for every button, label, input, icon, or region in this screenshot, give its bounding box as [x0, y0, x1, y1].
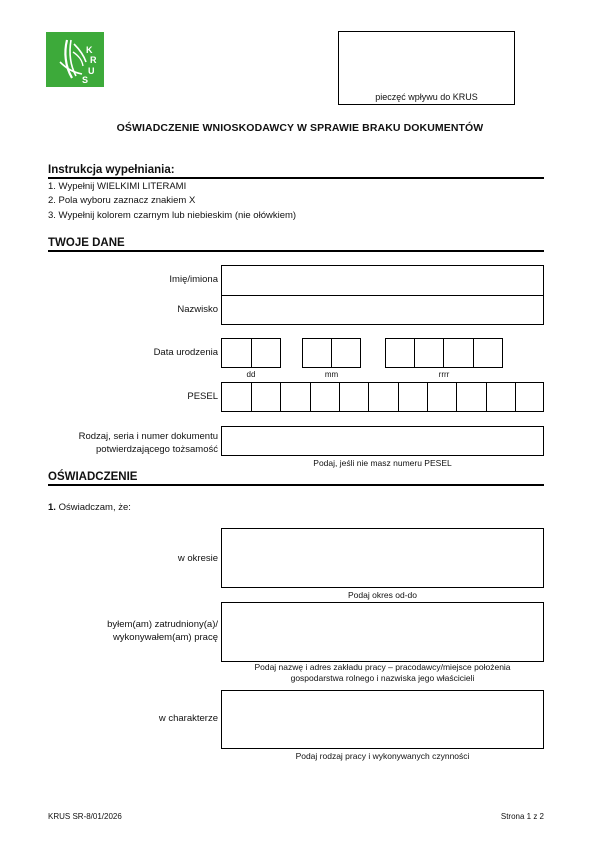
svg-text:K: K — [86, 45, 93, 55]
last-name-label: Nazwisko — [177, 304, 218, 315]
instruction-item: 3. Wypełnij kolorem czarnym lub niebieskim (nie ołówkiem) — [48, 210, 297, 221]
birth-date-label: Data urodzenia — [153, 347, 218, 358]
svg-text:R: R — [90, 55, 97, 65]
employment-hint-line2: gospodarstwa rolnego i nazwiska jego właścicieli — [290, 673, 475, 683]
form-code: KRUS SR-8/01/2026 — [48, 812, 122, 821]
instruction-item: 1. Wypełnij WIELKIMI LITERAMI — [48, 181, 187, 192]
personal-data-rule — [48, 250, 544, 252]
employment-label — [48, 618, 218, 644]
id-document-label-line1: Rodzaj, seria i numer dokumentu — [78, 431, 218, 442]
first-name-label: Imię/imiona — [169, 274, 218, 285]
declaration-intro — [48, 502, 131, 513]
employment-label-line2: wykonywałem(am) pracę — [112, 632, 218, 643]
role-label: w charakterze — [158, 713, 218, 724]
employment-hint-line1: Podaj nazwę i adres zakładu pracy – pracodawcy/miejsce położenia — [254, 662, 511, 672]
employment-input[interactable] — [221, 602, 544, 662]
document-title: OŚWIADCZENIE WNIOSKODAWCY W SPRAWIE BRAKU DOKUMENTÓW — [116, 122, 484, 134]
birth-month-input[interactable] — [302, 338, 361, 368]
instructions-heading: Instrukcja wypełniania: — [48, 164, 175, 176]
period-hint: Podaj okres od-do — [348, 590, 417, 600]
first-name-input[interactable] — [222, 266, 543, 295]
employment-hint — [221, 662, 544, 684]
declaration-intro-number: 1. — [48, 502, 56, 513]
employment-label-line1: byłem(am) zatrudniony(a)/ — [107, 619, 218, 630]
svg-text:S: S — [82, 75, 89, 85]
period-input[interactable] — [221, 528, 544, 588]
birth-year-input[interactable] — [385, 338, 503, 368]
krus-logo-graphic — [46, 32, 104, 87]
personal-data-heading: TWOJE DANE — [48, 237, 125, 249]
last-name-input[interactable] — [222, 296, 543, 324]
id-document-hint: Podaj, jeśli nie masz numeru PESEL — [313, 458, 452, 468]
pesel-input[interactable] — [221, 382, 544, 412]
page-number: Strona 1 z 2 — [500, 812, 544, 821]
id-document-input[interactable] — [221, 426, 544, 456]
role-hint: Podaj rodzaj pracy i wykonywanych czynności — [295, 751, 470, 761]
svg-text:U: U — [88, 66, 95, 76]
instructions-rule — [48, 177, 544, 179]
birth-day-input[interactable] — [221, 338, 281, 368]
period-label: w okresie — [177, 553, 218, 564]
role-input[interactable] — [221, 690, 544, 749]
pesel-label: PESEL — [187, 391, 218, 402]
id-document-label — [48, 430, 218, 456]
name-fields-group — [221, 265, 544, 325]
day-caption: dd — [246, 370, 256, 379]
year-caption: rrrr — [438, 370, 450, 379]
month-caption: mm — [324, 370, 339, 379]
receipt-stamp-label: pieczęć wpływu do KRUS — [375, 92, 478, 102]
declaration-rule — [48, 484, 544, 486]
declaration-heading: OŚWIADCZENIE — [48, 471, 138, 483]
instruction-item: 2. Pola wyboru zaznacz znakiem X — [48, 195, 196, 206]
declaration-intro-text: Oświadczam, że: — [55, 502, 131, 513]
krus-logo — [46, 32, 104, 87]
id-document-label-line2: potwierdzającego tożsamość — [96, 444, 218, 455]
